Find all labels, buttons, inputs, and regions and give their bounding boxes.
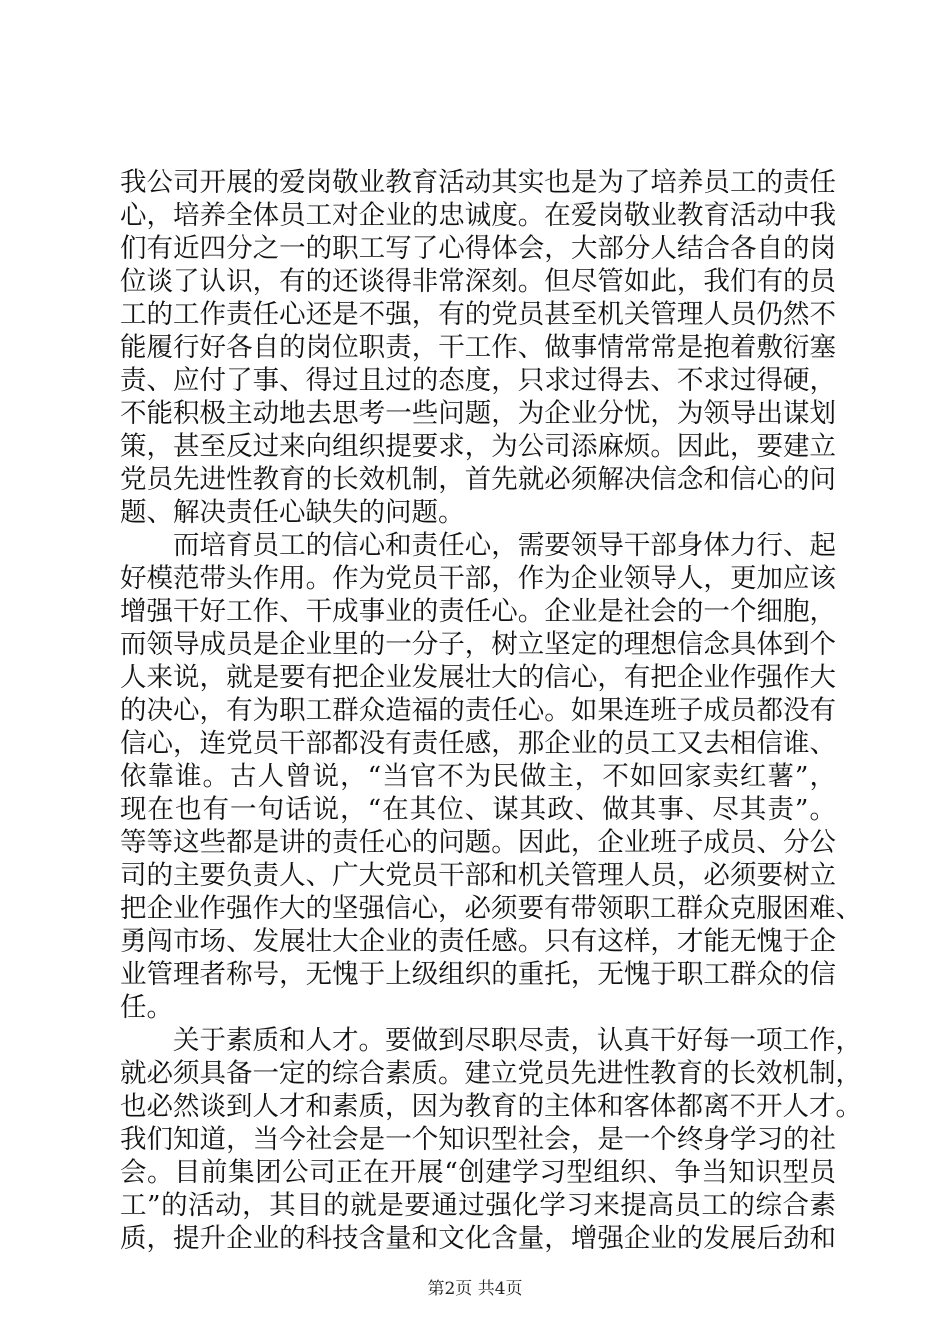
text-line: 现在也有一句话说，“在其位、谋其政、做其事、尽其责”。 xyxy=(120,794,836,825)
text-line: 关于素质和人才。要做到尽职尽责，认真干好每一项工作， xyxy=(173,1025,862,1056)
text-line: 工”的活动，其目的就是要通过强化学习来提高员工的综合素 xyxy=(120,1190,836,1221)
text-line: 业管理者称号，无愧于上级组织的重托，无愧于职工群众的信 xyxy=(120,959,836,990)
text-line: 会。目前集团公司正在开展“创建学习型组织、争当知识型员 xyxy=(120,1157,836,1188)
text-line: 司的主要负责人、广大党员干部和机关管理人员，必须要树立 xyxy=(120,860,836,891)
text-line: 信心，连党员干部都没有责任感，那企业的员工又去相信谁、 xyxy=(120,728,836,759)
page-number-footer: 第2页 共4页 xyxy=(427,1279,523,1299)
text-line: 增强干好工作、干成事业的责任心。企业是社会的一个细胞， xyxy=(120,596,836,627)
text-line: 心，培养全体员工对企业的忠诚度。在爱岗敬业教育活动中我 xyxy=(120,200,836,231)
text-line: 而领导成员是企业里的一分子，树立坚定的理想信念具体到个 xyxy=(120,629,836,660)
text-line: 质，提升企业的科技含量和文化含量，增强企业的发展后劲和 xyxy=(120,1223,836,1254)
paragraph-3 xyxy=(120,1024,862,1255)
text-line: 人来说，就是要有把企业发展壮大的信心，有把企业作强作大 xyxy=(120,662,836,693)
text-line: 也必然谈到人才和素质，因为教育的主体和客体都离不开人才。 xyxy=(120,1091,862,1122)
text-line: 们有近四分之一的职工写了心得体会，大部分人结合各自的岗 xyxy=(120,233,836,264)
text-line: 责、应付了事、得过且过的态度，只求过得去、不求过得硬， xyxy=(120,365,836,396)
text-line: 而培育员工的信心和责任心，需要领导干部身体力行、起 xyxy=(173,530,836,561)
document-body xyxy=(120,166,862,1255)
text-line: 任。 xyxy=(120,992,173,1023)
text-line: 等等这些都是讲的责任心的问题。因此，企业班子成员、分公 xyxy=(120,827,836,858)
text-line: 党员先进性教育的长效机制，首先就必须解决信念和信心的问 xyxy=(120,464,836,495)
text-line: 就必须具备一定的综合素质。建立党员先进性教育的长效机制， xyxy=(120,1058,862,1089)
text-line: 勇闯市场、发展壮大企业的责任感。只有这样，才能无愧于企 xyxy=(120,926,836,957)
text-line: 工的工作责任心还是不强，有的党员甚至机关管理人员仍然不 xyxy=(120,299,836,330)
text-line: 能履行好各自的岗位职责，干工作、做事情常常是抱着敷衍塞 xyxy=(120,332,836,363)
paragraph-2 xyxy=(120,529,862,1024)
text-line: 的决心，有为职工群众造福的责任心。如果连班子成员都没有 xyxy=(120,695,836,726)
text-line: 不能积极主动地去思考一些问题，为企业分忧，为领导出谋划 xyxy=(120,398,836,429)
text-line: 我们知道，当今社会是一个知识型社会，是一个终身学习的社 xyxy=(120,1124,836,1155)
text-line: 题、解决责任心缺失的问题。 xyxy=(120,497,465,528)
paragraph-1 xyxy=(120,166,836,529)
text-line: 我公司开展的爱岗敬业教育活动其实也是为了培养员工的责任 xyxy=(120,167,836,198)
text-line: 把企业作强作大的坚强信心，必须要有带领职工群众克服困难、 xyxy=(120,893,862,924)
text-line: 好模范带头作用。作为党员干部，作为企业领导人，更加应该 xyxy=(120,563,836,594)
text-line: 位谈了认识，有的还谈得非常深刻。但尽管如此，我们有的员 xyxy=(120,266,836,297)
text-line: 依靠谁。古人曾说，“当官不为民做主，不如回家卖红薯”， xyxy=(120,761,836,792)
text-line: 策，甚至反过来向组织提要求，为公司添麻烦。因此，要建立 xyxy=(120,431,836,462)
